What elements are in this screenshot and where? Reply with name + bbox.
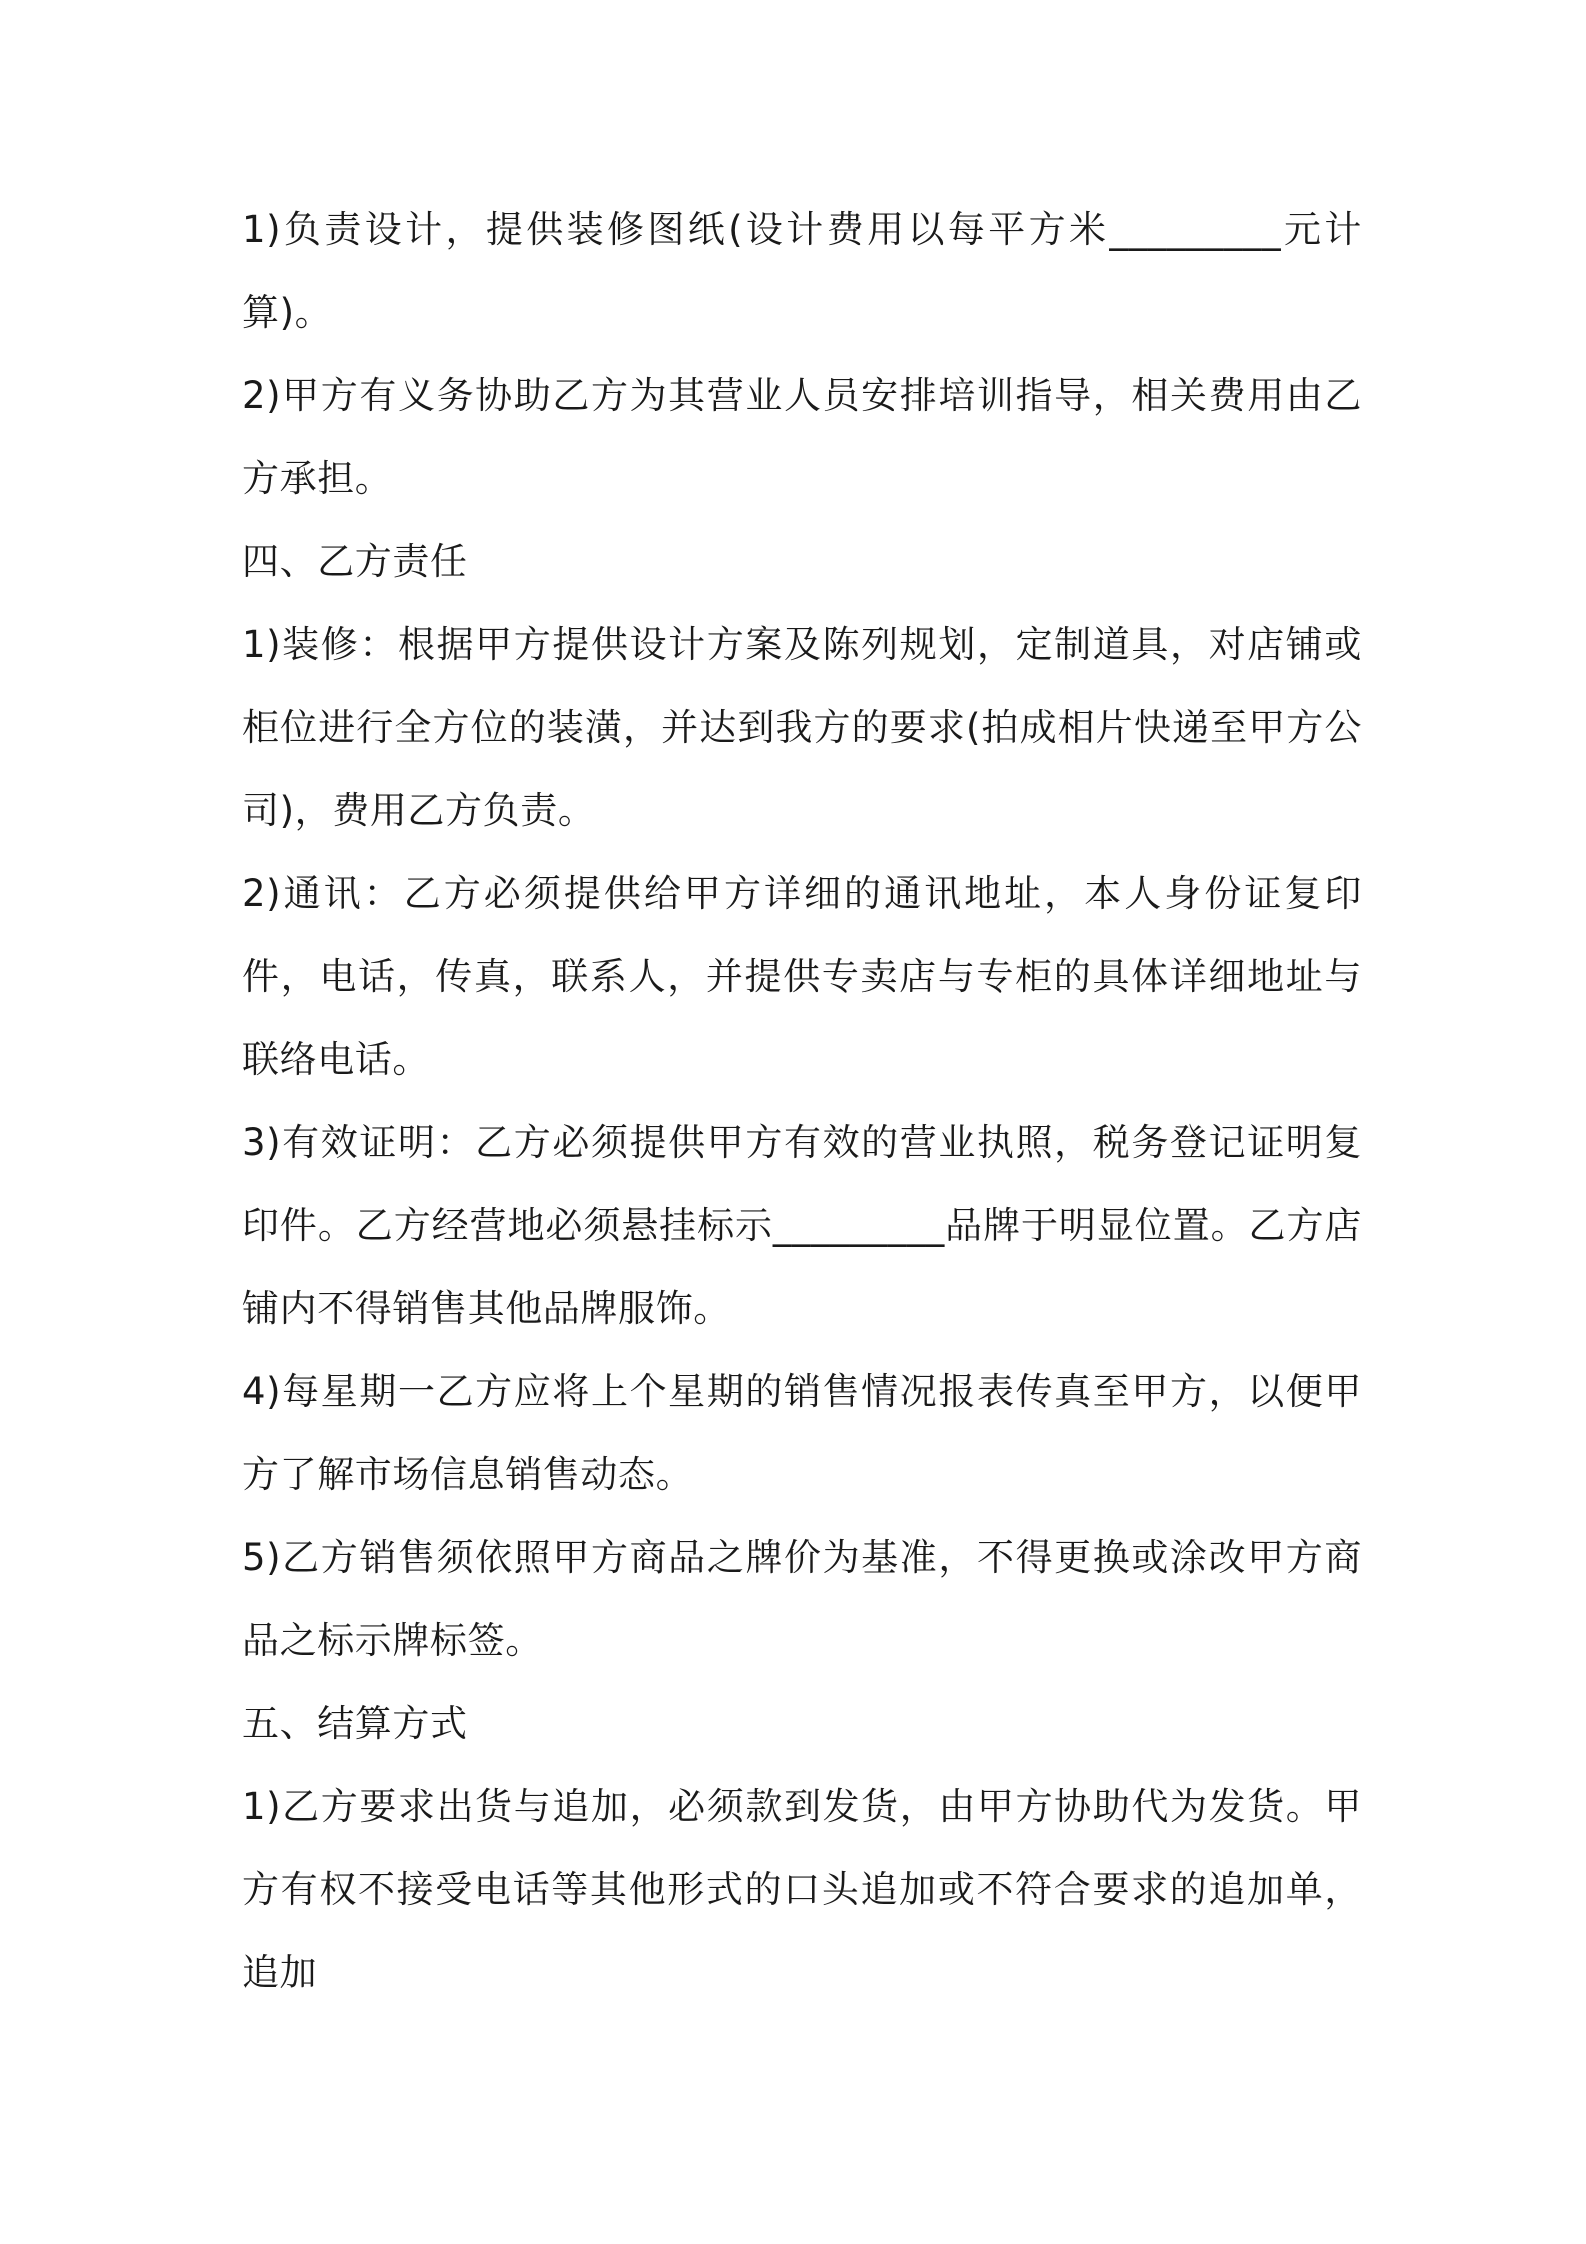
clause-shipment: 1)乙方要求出货与追加，必须款到发货，由甲方协助代为发货。甲方有权不接受电话等其他形式的口头追加或不符合要求的追加单，追加 xyxy=(242,1785,1362,1994)
document-body xyxy=(242,188,1362,2014)
clause-decoration: 1)装修：根据甲方提供设计方案及陈列规划，定制道具，对店铺或柜位进行全方位的装潢，并达到我方的要求(拍成相片快递至甲方公司)，费用乙方负责。 xyxy=(242,623,1362,832)
clause-communication: 2)通讯：乙方必须提供给甲方详细的通讯地址，本人身份证复印件，电话，传真，联系人，并提供专卖店与专柜的具体详细地址与联络电话。 xyxy=(242,872,1362,1081)
section-heading-party-b-responsibility: 四、乙方责任 xyxy=(242,540,468,583)
clause-pricing: 5)乙方销售须依照甲方商品之牌价为基准，不得更换或涂改甲方商品之标示牌标签。 xyxy=(242,1536,1362,1662)
clause-training: 2)甲方有义务协助乙方为其营业人员安排培训指导，相关费用由乙方承担。 xyxy=(242,374,1362,500)
clause-weekly-report: 4)每星期一乙方应将上个星期的销售情况报表传真至甲方，以便甲方了解市场信息销售动态。 xyxy=(242,1370,1362,1496)
section-heading-settlement: 五、结算方式 xyxy=(242,1702,468,1745)
clause-valid-proof: 3)有效证明：乙方必须提供甲方有效的营业执照，税务登记证明复印件。乙方经营地必须悬挂标示_________品牌于明显位置。乙方店铺内不得销售其他品牌服饰。 xyxy=(242,1121,1362,1330)
clause-design-fee: 1)负责设计，提供装修图纸(设计费用以每平方米_________元计算)。 xyxy=(242,208,1362,334)
